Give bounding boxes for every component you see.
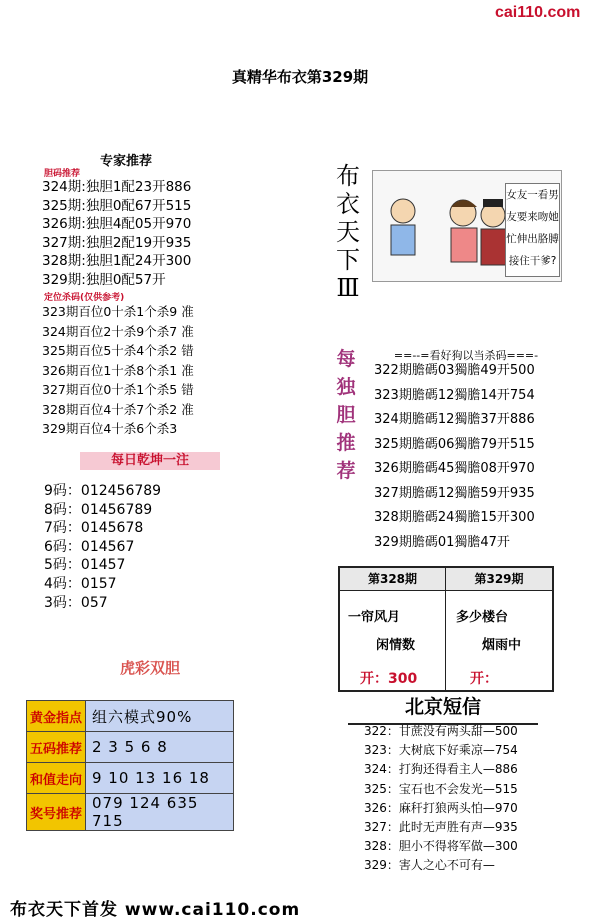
vertical-char: 独 (336, 376, 356, 398)
beijing-line: 327：此时无声胜有声—935 (364, 820, 518, 835)
code-line: 8码：01456789 (44, 501, 153, 518)
dan-line: 326期:独胆4配05开970 (42, 216, 192, 232)
row-label: 五码推荐 (27, 732, 86, 763)
dan-right-line: 325期膽碼06獨膽79开515 (374, 436, 535, 452)
beijing-line: 324：打狗还得看主人—886 (364, 762, 518, 777)
daily-banner: 每日乾坤一注 (80, 452, 220, 470)
kill-line: 324期百位2十杀9个杀7 准 (42, 323, 194, 339)
beijing-line: 322：甘蔗没有两头甜—500 (364, 724, 518, 738)
col2-line1: 多少楼台 (456, 610, 509, 625)
code-line: 6码：014567 (44, 538, 135, 555)
row-label: 奖号推荐 (27, 794, 86, 831)
col1-header: 第328期 (340, 568, 446, 591)
dan-line: 329期:独胆0配57开 (42, 271, 166, 288)
vertical-char: 衣 (336, 190, 360, 218)
kill-line: 323期百位0十杀1个杀9 准 (42, 304, 194, 319)
col1-open: 开：300 (360, 671, 418, 687)
speech-line: 女友一看男 (506, 189, 559, 201)
dan-list-right (374, 359, 535, 555)
dan-right-line: 324期膽碼12獨膽37开886 (374, 412, 535, 427)
dan-right-line: 329期膽碼01獨膽47开 (374, 534, 510, 550)
col1-line1: 一帘风月 (348, 610, 401, 625)
code-line: 3码：057 (44, 594, 108, 611)
site-logo[interactable]: cai110.com (495, 4, 581, 21)
kill-line: 328期百位4十杀7个杀2 准 (42, 401, 194, 417)
table-row (27, 794, 234, 831)
beijing-title: 北京短信 (348, 692, 538, 725)
code-list (44, 482, 161, 612)
dan-tag: 胆码推荐 (44, 169, 81, 179)
kill-line: 325期百位5十杀4个杀2 错 (42, 343, 194, 358)
speech-line: 友要来吻她 (506, 211, 559, 223)
vertical-char: 推 (336, 432, 356, 454)
divider (445, 568, 446, 690)
beijing-line: 329：害人之心不可有— (364, 858, 495, 873)
kill-line: 327期百位0十杀1个杀5 错 (42, 382, 194, 397)
page-title: 真精华布衣第329期 (231, 68, 369, 86)
col1-line2: 闲情数 (376, 638, 416, 653)
dan-right-line: 328期膽碼24獨膽15开300 (374, 510, 535, 525)
row-value: 2 3 5 6 8 (86, 732, 234, 763)
code-line: 9码：012456789 (44, 483, 162, 499)
code-line: 7码：0145678 (44, 520, 144, 537)
row-value: 079 124 635 715 (86, 794, 234, 831)
vertical-dan-label (334, 345, 358, 485)
dan-line: 327期:独胆2配19开935 (42, 234, 192, 251)
expert-header: 专家推荐 (100, 154, 153, 169)
dan-line: 325期:独胆0配67开515 (42, 197, 192, 214)
dan-line: 324期:独胆1配23开886 (42, 179, 192, 195)
dan-right-line: 327期膽碼12獨膽59开935 (374, 485, 535, 501)
vertical-char: 胆 (336, 404, 356, 426)
hucai-title: 虎彩双胆 (120, 659, 181, 677)
kill-list (42, 302, 194, 439)
vertical-title (334, 162, 362, 302)
beijing-line: 328：胆小不得将军做—300 (364, 839, 518, 854)
gold-table (26, 700, 234, 831)
vertical-char: 下 (336, 246, 360, 274)
vertical-char: 天 (336, 218, 360, 246)
table-row (27, 701, 234, 732)
row-value: 9 10 13 16 18 (86, 763, 234, 794)
beijing-line: 326：麻秆打狼两头怕—970 (364, 800, 518, 815)
dan-header: ==--=看好狗以当杀码===- (393, 349, 539, 362)
kill-tag: 定位杀码(仅供参考) (44, 293, 125, 303)
speech-bubble (505, 183, 560, 277)
kill-line: 326期百位1十杀8个杀1 准 (42, 362, 194, 378)
vertical-char: 荐 (336, 460, 356, 482)
speech-line: 忙伸出胳膊 (506, 233, 559, 245)
code-line: 4码：0157 (44, 575, 117, 592)
speech-line: 接住干爹? (508, 255, 557, 267)
riddle-table (338, 566, 554, 692)
beijing-line: 323：大树底下好乘凉—754 (364, 743, 518, 758)
col2-line2: 烟雨中 (482, 638, 522, 653)
vertical-char: Ⅲ (336, 274, 360, 302)
footer-text: 布衣天下首发 www.cai110.com (10, 900, 301, 920)
row-label: 黄金指点 (27, 701, 86, 732)
dan-right-line: 322期膽碼03獨膽49开500 (374, 363, 535, 378)
beijing-list (364, 722, 518, 876)
col2-open: 开： (470, 671, 498, 687)
table-row (27, 732, 234, 763)
dan-right-line: 323期膽碼12獨膽14开754 (374, 387, 535, 403)
vertical-char: 每 (336, 348, 356, 370)
code-line: 5码：01457 (44, 557, 126, 574)
dan-right-line: 326期膽碼45獨膽08开970 (374, 461, 535, 476)
beijing-line: 325：宝石也不会发光—515 (364, 781, 518, 796)
vertical-char: 布 (336, 162, 360, 190)
kill-line: 329期百位4十杀6个杀3 (42, 421, 178, 436)
table-row (27, 763, 234, 794)
row-label: 和值走向 (27, 763, 86, 794)
dan-line: 328期:独胆1配24开300 (42, 253, 192, 269)
col2-header: 第329期 (446, 568, 552, 591)
row-value: 组六模式90% (86, 701, 234, 732)
dan-list (42, 178, 191, 289)
